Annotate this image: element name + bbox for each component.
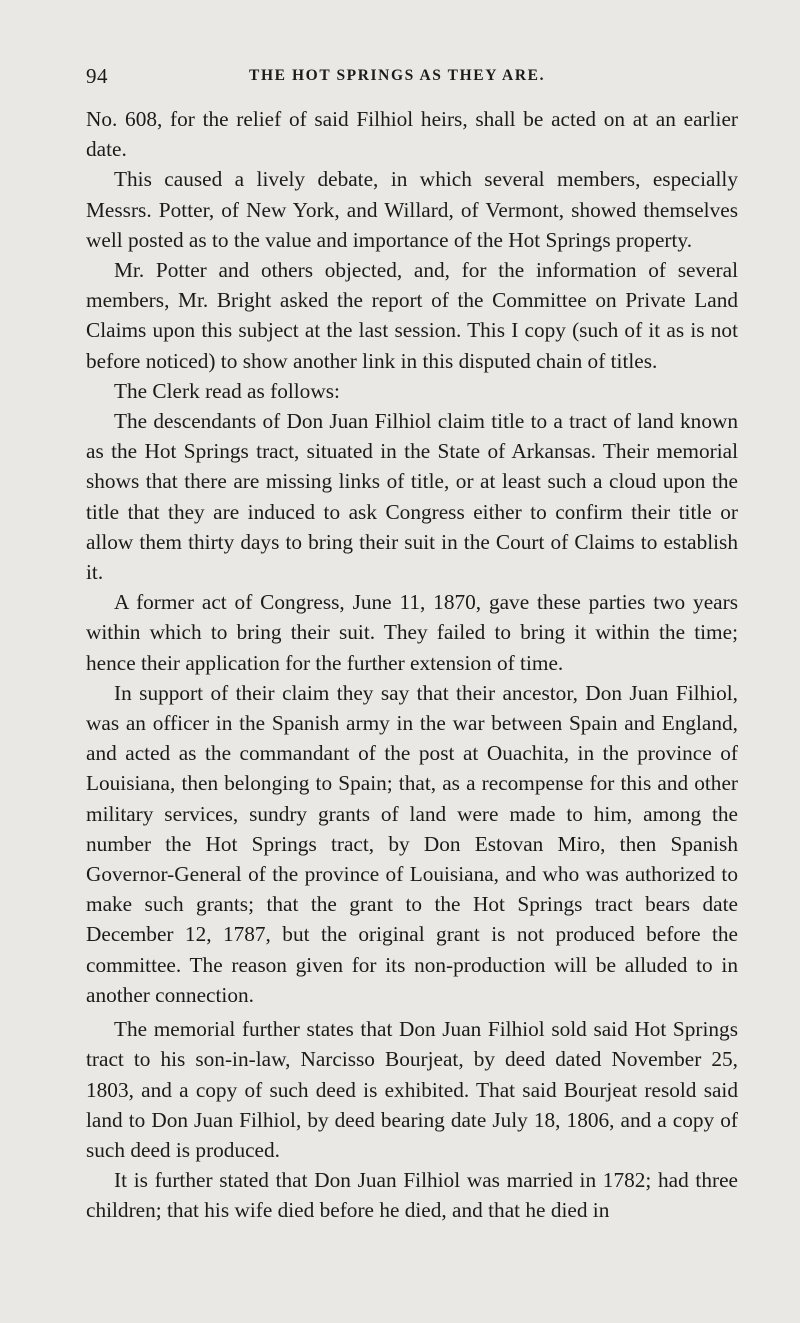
running-head bbox=[86, 64, 736, 88]
body-text bbox=[86, 104, 738, 1226]
paragraph-2: This caused a lively debate, in which several members, especially Messrs. Potter, of New York, and Willard, of Vermont, showed themselves well posted as to the value and importance of the Hot Springs property. bbox=[86, 167, 738, 252]
page-number: 94 bbox=[86, 64, 108, 88]
running-title: THE HOT SPRINGS AS THEY ARE. bbox=[249, 67, 546, 84]
paragraph-3: Mr. Potter and others objected, and, for the information of several members, Mr. Bright asked the report of the Committee on Private Land Claims upon this subject at the last session. This I copy (such of it as is not before noticed) to show another link in this disputed chain of titles. bbox=[86, 258, 738, 373]
paragraph-1: No. 608, for the relief of said Filhiol heirs, shall be acted on at an earlier date. bbox=[86, 107, 738, 162]
paragraph-8: The memorial further states that Don Juan Filhiol sold said Hot Springs tract to his son-in-law, Narcisso Bourjeat, by deed dated November 25, 1803, and a copy of such deed is exhibited. That said Bourjeat resold said land to Don Juan Filhiol, by deed bearing date July 18, 1806, and a copy of such deed is produced. bbox=[86, 1017, 738, 1162]
paragraph-7: In support of their claim they say that their ancestor, Don Juan Filhiol, was an officer in the Spanish army in the war between Spain and England, and acted as the commandant of the post at Ouachita, in the province of Louisiana, then belonging to Spain; that, as a recompense for this and other military services, sundry grants of land were made to him, among the number the Hot Springs tract, by Don Estovan Miro, then Spanish Governor-General of the province of Louisiana, and who was authorized to make such grants; that the grant to the Hot Springs tract bears date December 12, 1787, but the original grant is not produced before the committee. The reason given for its non-production will be alluded to in another connection. bbox=[86, 680, 738, 1007]
paragraph-4: The Clerk read as follows: bbox=[114, 378, 340, 403]
paragraph-5: The descendants of Don Juan Filhiol claim title to a tract of land known as the Hot Springs tract, situated in the State of Arkansas. Their memorial shows that there are missing links of title, or at least such a cloud upon the title that they are induced to ask Congress either to confirm their title or allow them thirty days to bring their suit in the Court of Claims to establish it. bbox=[86, 409, 738, 585]
paragraph-9: It is further stated that Don Juan Filhiol was married in 1782; had three children; that his wife died before he died, and that he died in bbox=[86, 1168, 738, 1223]
paragraph-6: A former act of Congress, June 11, 1870, gave these parties two years within which to bring their suit. They failed to bring it within the time; hence their application for the further extension of time. bbox=[86, 590, 738, 675]
